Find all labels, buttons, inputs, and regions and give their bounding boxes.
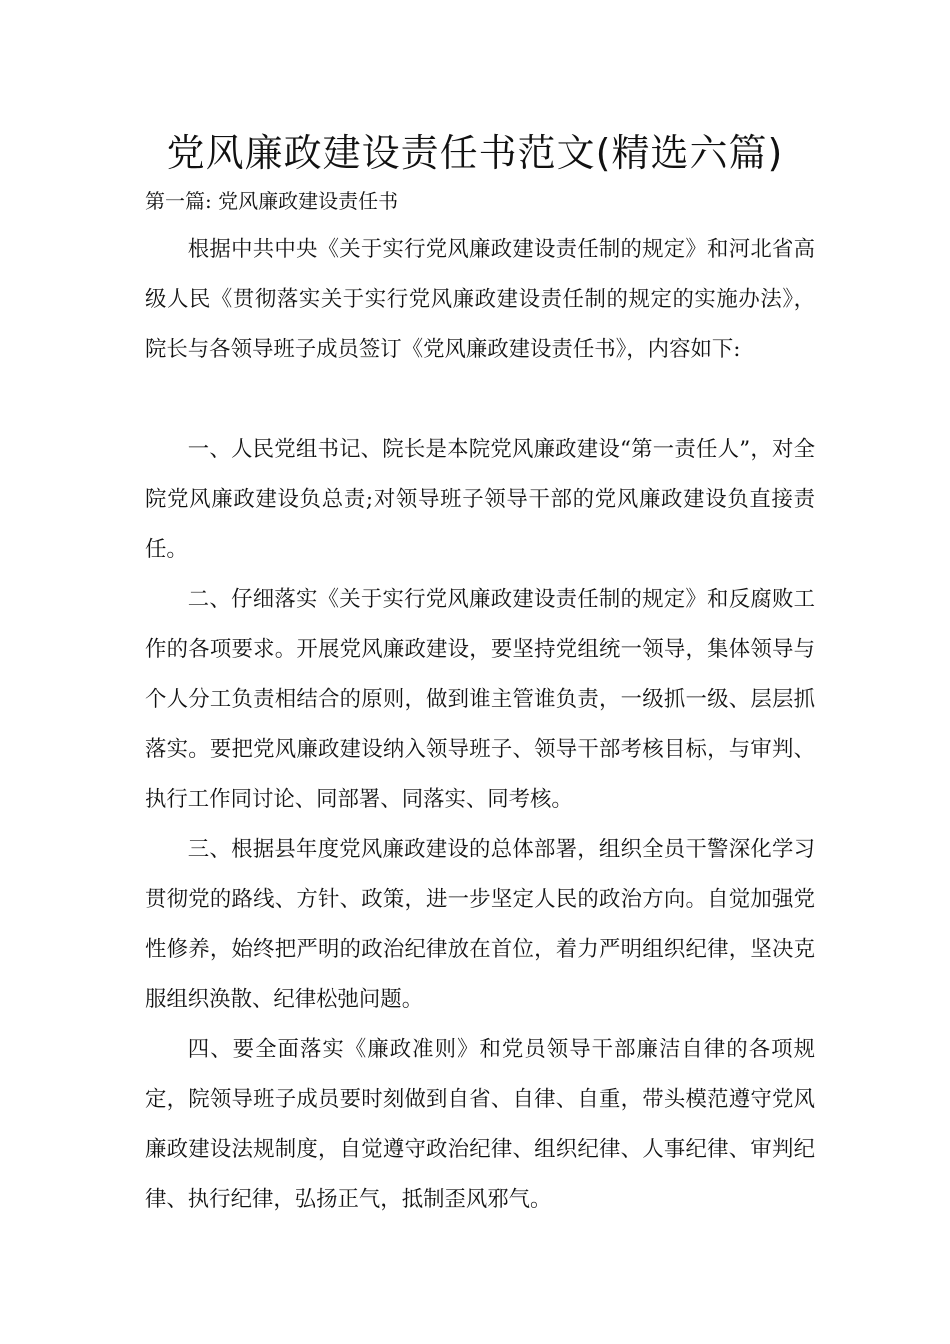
paragraph-item-4: 四、要全面落实《廉政准则》和党员领导干部廉洁自律的各项规定，院领导班子成员要时刻做到自省、自律、自重，带头模范遵守党风廉政建设法规制度，自觉遵守政治纪律、组织纪律、人事纪律、审判纪律、执行纪律，弘扬正气，抵制歪风邪气。 [145,1037,815,1212]
section-heading: 第一篇: 党风廉政建设责任书 [145,189,399,213]
paragraph-item-1: 一、人民党组书记、院长是本院党风廉政建设“第一责任人”，对全院党风廉政建设负总责;对领导班子领导干部的党风廉政建设负直接责任。 [145,437,815,562]
paragraph-item-2: 二、仔细落实《关于实行党风廉政建设责任制的规定》和反腐败工作的各项要求。开展党风廉政建设，要坚持党组统一领导，集体领导与个人分工负责相结合的原则，做到谁主管谁负责，一级抓一级、层层抓落实。要把党风廉政建设纳入领导班子、领导干部考核目标，与审判、执行工作同讨论、同部署、同落实、同考核。 [145,587,815,812]
document-title: 党风廉政建设责任书范文(精选六篇) [166,131,784,175]
paragraph-item-3: 三、根据县年度党风廉政建设的总体部署，组织全员干警深化学习贯彻党的路线、方针、政策，进一步坚定人民的政治方向。自觉加强党性修养，始终把严明的政治纪律放在首位，着力严明组织纪律，坚决克服组织涣散、纪律松弛问题。 [145,837,815,1012]
paragraph-intro: 根据中共中央《关于实行党风廉政建设责任制的规定》和河北省高级人民《贯彻落实关于实行党风廉政建设责任制的规定的实施办法》，院长与各领导班子成员签订《党风廉政建设责任书》，内容如下: [145,237,815,362]
